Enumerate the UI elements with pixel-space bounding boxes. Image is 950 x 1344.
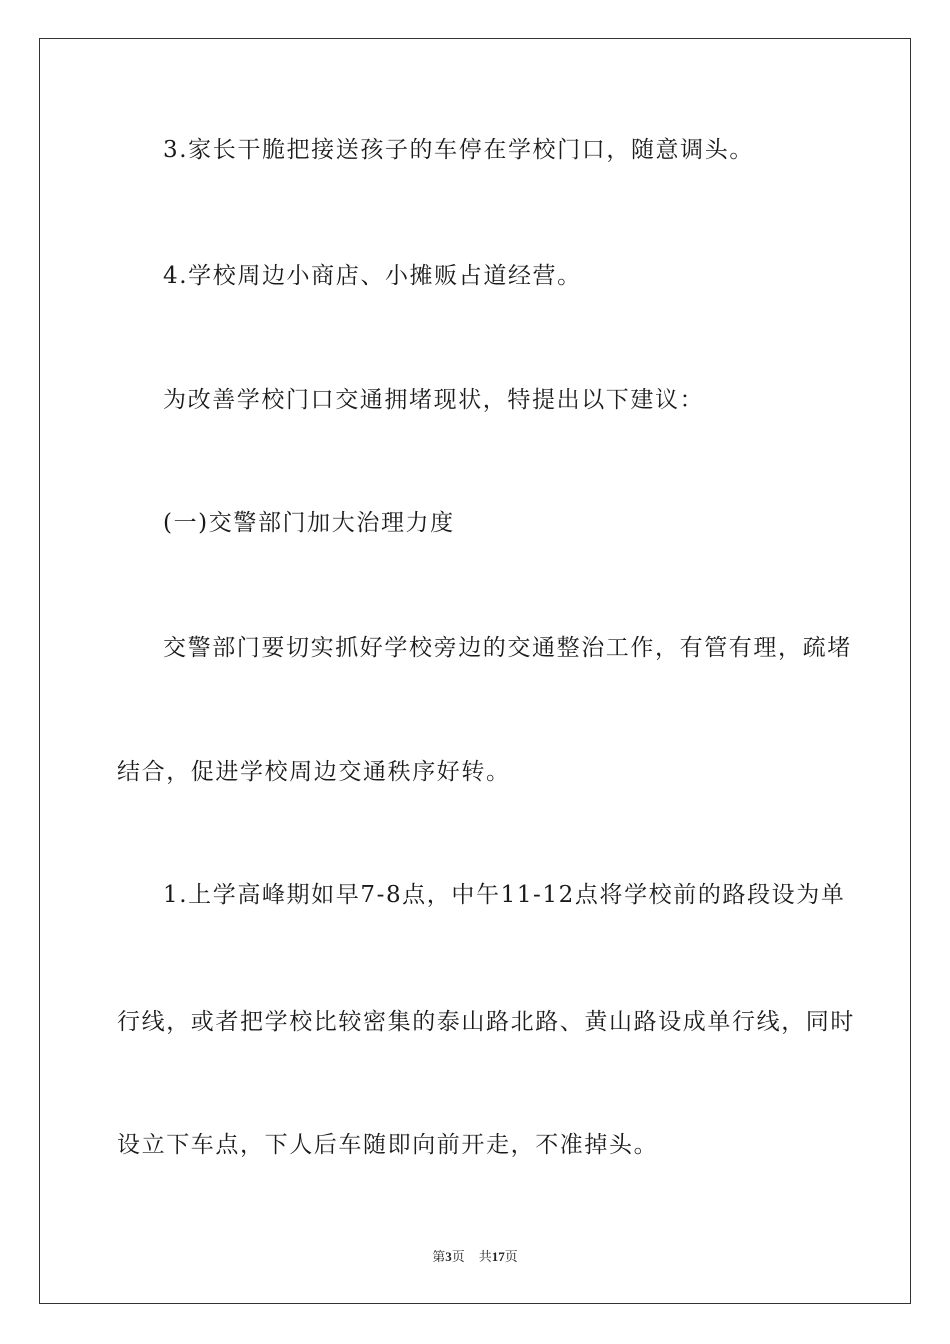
paragraph-line-3: 为改善学校门口交通拥堵现状，特提出以下建议： xyxy=(163,387,705,413)
footer-page-suffix: 页 xyxy=(451,1249,465,1264)
footer-total-prefix: 共 xyxy=(478,1249,492,1264)
footer-page-current: 3 xyxy=(445,1249,452,1264)
paragraph-line-2: 4.学校周边小商店、小摊贩占道经营。 xyxy=(163,263,582,289)
footer-page-total: 17 xyxy=(491,1249,505,1264)
page-border xyxy=(39,38,911,1304)
paragraph-line-8: 行线，或者把学校比较密集的泰山路北路、黄山路设成单行线，同时 xyxy=(117,1009,855,1035)
footer-page-prefix: 第 xyxy=(432,1249,446,1264)
paragraph-line-7: 1.上学高峰期如早7-8点，中午11-12点将学校前的路段设为单 xyxy=(163,882,846,908)
paragraph-line-9: 设立下车点，下人后车随即向前开走，不准掉头。 xyxy=(117,1132,659,1158)
paragraph-line-1: 3.家长干脆把接送孩子的车停在学校门口，随意调头。 xyxy=(163,137,754,163)
footer-total-suffix: 页 xyxy=(504,1249,518,1264)
paragraph-line-5: 交警部门要切实抓好学校旁边的交通整治工作，有管有理，疏堵 xyxy=(163,635,852,661)
section-heading: (一)交警部门加大治理力度 xyxy=(163,510,455,536)
page-footer xyxy=(0,1246,950,1265)
paragraph-line-6: 结合，促进学校周边交通秩序好转。 xyxy=(117,759,511,785)
